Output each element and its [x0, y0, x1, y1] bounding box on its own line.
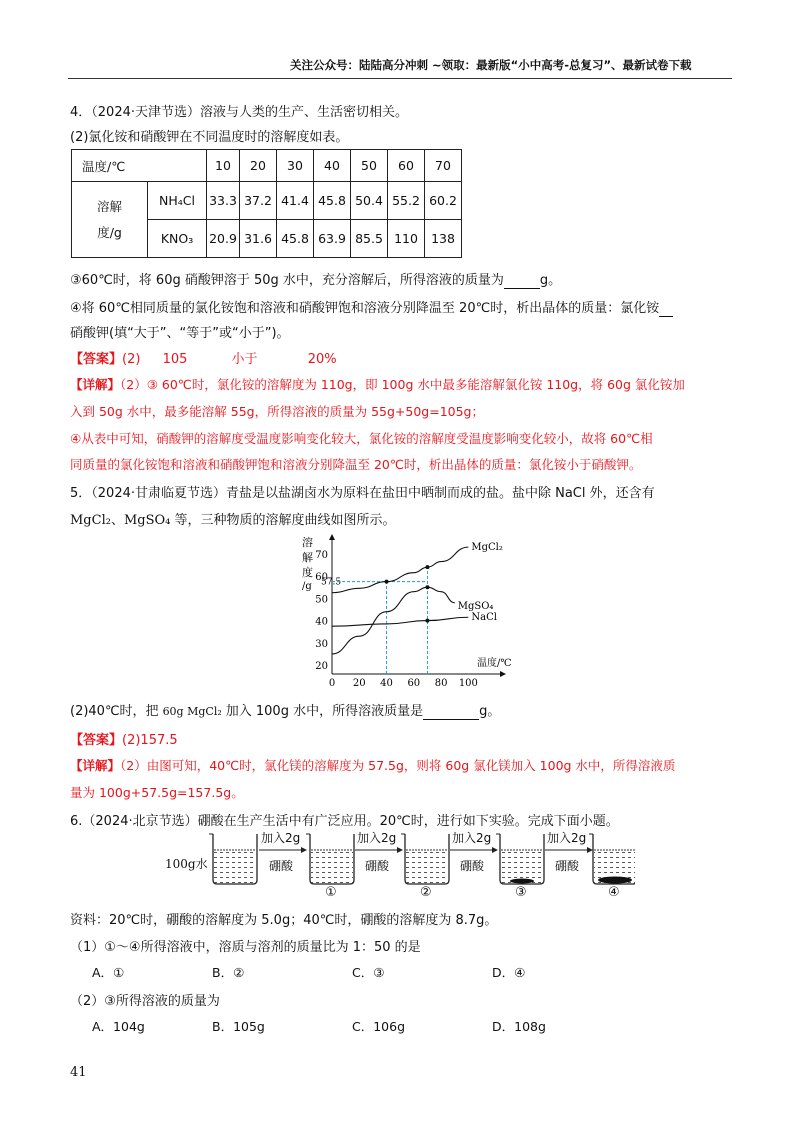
- table-cell: 60.2: [425, 182, 462, 220]
- y-axis-arrow: [329, 534, 335, 540]
- x-tick-label: 20: [352, 678, 366, 689]
- arrow-label-bottom: 硼酸: [555, 859, 580, 873]
- option-c[interactable]: C．106g: [352, 1019, 406, 1034]
- detail-text: （2）③ 60℃时，氯化铵的溶解度为 110g，即 100g 水中最多能溶解氯化铵 110g，将 60g 氯化铵加: [120, 377, 685, 392]
- y-axis-label: 度: [302, 566, 313, 579]
- y-axis-label: 解: [302, 551, 313, 564]
- q5-q-unit: g。: [479, 704, 501, 719]
- q5-answer: [70, 729, 178, 748]
- answer-label: 【答案】: [70, 352, 123, 367]
- data-point: [385, 580, 389, 584]
- data-point: [425, 565, 429, 569]
- x-axis-label: 温度/℃: [477, 658, 512, 669]
- temp-cell: 60: [388, 150, 425, 182]
- table-cell: 45.8: [314, 182, 351, 220]
- table-cell: 138: [425, 220, 462, 258]
- temp-cell: 30: [277, 150, 314, 182]
- q5-q-text: (2)40℃时，把: [70, 704, 159, 719]
- option-c[interactable]: C．③: [352, 965, 385, 980]
- y-special-tick: 57.5: [321, 577, 342, 588]
- table-cell: 55.2: [388, 182, 425, 220]
- y-tick-label: 20: [315, 661, 328, 673]
- table-cell: 41.4: [277, 182, 314, 220]
- q5-detail-2: 量为 100g+57.5g=157.5g。: [70, 785, 244, 800]
- q4-detail-4: 同质量的氯化铵饱和溶液和硝酸钾饱和溶液分别降温至 20℃时，析出晶体的质量：氯化铵小于硝酸钾。: [70, 457, 642, 472]
- option-b[interactable]: B．②: [212, 965, 245, 980]
- arrow-label-top: 加入2g: [452, 831, 492, 845]
- detail-label: 【详解】: [70, 758, 121, 773]
- x-tick-label: 0: [328, 678, 336, 689]
- data-point: [425, 619, 429, 623]
- q4-q3-unit: g。: [539, 273, 562, 288]
- beaker-label: ②: [420, 885, 432, 900]
- arrow-label-top: 加入2g: [357, 831, 397, 845]
- x-tick-label: 100: [458, 678, 478, 689]
- answer-value: 小于: [231, 352, 258, 367]
- y-axis-unit: /g: [302, 581, 312, 592]
- q5-title: 5．（2024·甘肃临夏节选）青盐是以盐湖卤水为原料在盐田中晒制而成的盐。盐中除 NaCl 外，还含有: [70, 486, 655, 501]
- q5-q-formula: 60g MgCl₂: [162, 705, 222, 718]
- q6-sub2: （2）③所得溶液的质量为: [70, 994, 220, 1009]
- y-axis-label: 溶: [302, 536, 313, 549]
- table-cell: 85.5: [351, 220, 388, 258]
- table-cell: 20.9: [207, 220, 240, 258]
- temp-cell: 20: [240, 150, 277, 182]
- q4-detail-2: 入到 50g 水中，最多能溶解 55g，所得溶液的质量为 55g+50g=105g；: [70, 404, 484, 419]
- experiment-diagram: [165, 830, 635, 900]
- page-header: 关注公众号：陆陆高分冲刺 ~领取：最新版“小中高考-总复习”、最新试卷下载: [290, 58, 692, 72]
- beaker-label: ①: [325, 885, 337, 900]
- answer-blank[interactable]: [659, 301, 673, 317]
- y-tick-label: 40: [315, 616, 328, 628]
- series-line-MgCl₂: [332, 547, 468, 593]
- q5-line2: [70, 509, 396, 528]
- table-cell: 45.8: [277, 220, 314, 258]
- q4-subtitle: (2)氯化铵和硝酸钾在不同温度时的溶解度如表。: [70, 130, 349, 145]
- beaker-label: ③: [515, 885, 527, 900]
- table-cell: 33.3: [207, 182, 240, 220]
- q5-question: [70, 700, 500, 720]
- option-b[interactable]: B．105g: [212, 1019, 265, 1034]
- solubility-header: [72, 182, 148, 258]
- beaker-4: [589, 834, 635, 884]
- formula-mgso4: MgSO₄: [123, 513, 171, 528]
- solubility-chart: [280, 532, 520, 692]
- answer-value: (2)157.5: [122, 733, 178, 748]
- q4-question-3: [70, 269, 561, 289]
- arrow-label-bottom: 硼酸: [269, 859, 294, 873]
- q4-question-4-line2: 硝酸钾(填“大于”、“等于”或“小于”)。: [70, 326, 290, 341]
- beaker-2: [401, 834, 449, 884]
- start-label: 100g水: [165, 857, 208, 871]
- q4-detail-1: [70, 375, 685, 393]
- beaker-1: [306, 834, 354, 884]
- page-number: 41: [70, 1065, 87, 1080]
- solubility-label-2: 度/g: [97, 224, 122, 240]
- y-tick-label: 70: [315, 549, 328, 561]
- y-tick-label: 60: [315, 572, 328, 584]
- detail-text: （2）由图可知，40℃时，氯化镁的溶解度为 57.5g，则将 60g 氯化镁加入 100g 水中，所得溶液质: [120, 758, 676, 773]
- q6-sub1: （1）①～④所得溶液中，溶质与溶剂的质量比为 1：50 的是: [70, 940, 421, 955]
- arrow-label-bottom: 硼酸: [460, 859, 485, 873]
- x-axis-arrow: [500, 671, 506, 677]
- q4-question-4: [70, 297, 673, 317]
- q5-detail-1: [70, 756, 675, 774]
- formula-mgcl2: MgCl₂: [70, 513, 111, 528]
- row-name: KNO₃: [148, 220, 207, 258]
- x-tick-label: 40: [380, 678, 393, 689]
- temp-header: 温度/℃: [72, 150, 207, 182]
- table-cell: 110: [388, 220, 425, 258]
- beaker-start: [209, 834, 257, 884]
- answer-label: 【答案】: [70, 733, 123, 748]
- table-cell: 31.6: [240, 220, 277, 258]
- series-line-NaCl: [332, 617, 468, 626]
- beaker-label: ④: [608, 885, 620, 900]
- temp-cell: 40: [314, 150, 351, 182]
- x-tick-label: 80: [434, 678, 448, 689]
- q4-answer: [70, 348, 337, 367]
- y-tick-label: 30: [315, 638, 328, 650]
- answer-value: 20%: [307, 352, 337, 367]
- table-cell: 37.2: [240, 182, 277, 220]
- option-d[interactable]: D．108g: [492, 1019, 546, 1034]
- series-label: MgSO₄: [457, 600, 494, 612]
- x-tick-label: 60: [407, 678, 421, 689]
- temp-cell: 70: [425, 150, 462, 182]
- y-tick-label: 50: [315, 594, 328, 606]
- detail-label: 【详解】: [70, 377, 121, 392]
- arrow-label-bottom: 硼酸: [365, 859, 390, 873]
- temp-cell: 50: [351, 150, 388, 182]
- q6-info: 资料：20℃时，硼酸的溶解度为 5.0g；40℃时，硼酸的溶解度为 8.7g。: [70, 913, 498, 928]
- arrow-label-top: 加入2g: [261, 831, 301, 845]
- option-a[interactable]: A．①: [92, 965, 125, 980]
- answer-blank[interactable]: [423, 704, 479, 720]
- temp-cell: 10: [207, 150, 240, 182]
- q4-q3-text: ③60℃时，将 60g 硝酸钾溶于 50g 水中，充分溶解后，所得溶液的质量为: [70, 273, 504, 288]
- q4-detail-3: ④从表中可知，硝酸钾的溶解度受温度影响变化较大，氯化铵的溶解度受温度影响变化较小，故将 60℃相: [70, 431, 653, 446]
- option-d[interactable]: D．④: [492, 965, 526, 980]
- q6-title: 6.（2024·北京节选）硼酸在生产生活中有广泛应用。20℃时，进行如下实验。完成下面小题。: [70, 814, 619, 829]
- data-point: [425, 585, 429, 589]
- series-label: NaCl: [471, 612, 497, 624]
- q5-q-text: 加入 100g 水中，所得溶液质量是: [225, 704, 424, 719]
- table-cell: 50.4: [351, 182, 388, 220]
- answer-part: (2): [122, 352, 141, 367]
- beaker-3: [496, 834, 544, 884]
- row-name: NH₄Cl: [148, 182, 207, 220]
- option-a[interactable]: A．104g: [92, 1019, 145, 1034]
- answer-value: 105: [162, 352, 188, 367]
- solubility-table: [71, 149, 462, 258]
- q4-title: 4．（2024·天津节选）溶液与人类的生产、生活密切相关。: [70, 105, 408, 120]
- series-label: MgCl₂: [471, 542, 503, 554]
- q5-line2-text: 等，三种物质的溶解度曲线如图所示。: [170, 513, 396, 528]
- header-rule: [68, 78, 732, 79]
- table-cell: 63.9: [314, 220, 351, 258]
- separator: 、: [110, 513, 124, 528]
- arrow-label-top: 加入2g: [547, 831, 587, 845]
- q4-q4-text: ④将 60℃相同质量的氯化铵饱和溶液和硝酸钾饱和溶液分别降温至 20℃时，析出晶体的质量：氯化铵: [70, 301, 660, 316]
- answer-blank[interactable]: [504, 273, 540, 289]
- solubility-label-1: 溶解: [97, 198, 123, 214]
